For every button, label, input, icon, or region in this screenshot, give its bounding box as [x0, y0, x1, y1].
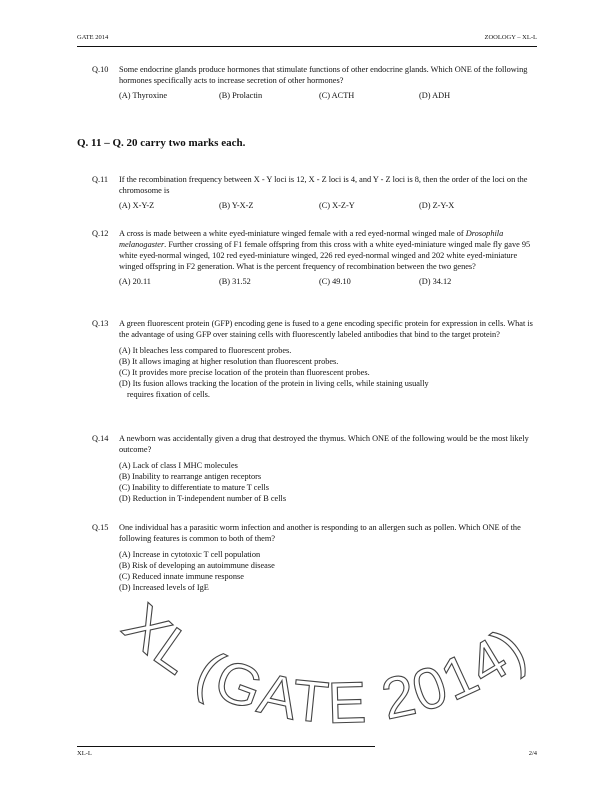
option-b: (B) Inability to rearrange antigen receptors [119, 472, 262, 481]
question-text-part: . Further crossing of F1 female offspring from this cross with a white eyed-miniature winged male fly gave 95 white eyed-normal winged, 102 red eyed-miniature winged, 226 red eyed-normal winged and 202 white eyed-miniature winged offspring in F2 generation. What is the percent frequency of recombination between the two genes? [119, 240, 531, 271]
option-c: (C) 49.10 [319, 277, 351, 286]
question-15 [92, 522, 537, 593]
option-b: (B) Y-X-Z [219, 201, 254, 210]
species-name: Drosophila melanogaster [119, 229, 504, 249]
options-row [119, 200, 537, 211]
option-d: (D) ADH [419, 91, 451, 100]
options-row [119, 90, 537, 101]
question-text: If the recombination frequency between X - Y loci is 12, X - Z loci is 4, and Y - Z loci is 8, then the order of the loci on the chromosome is [119, 175, 528, 195]
option-b: (B) It allows imaging at higher resolution than fluorescent probes. [119, 357, 339, 366]
option-c: (C) X-Z-Y [319, 201, 355, 210]
option-c: (C) Reduced innate immune response [119, 572, 244, 581]
options-list [119, 460, 537, 504]
option-b: (B) 31.52 [219, 277, 251, 286]
question-text: A newborn was accidentally given a drug that destroyed the thymus. Which ONE of the following would be the most likely outcome? [119, 434, 529, 454]
option-d: (D) Its fusion allows tracking the location of the protein in living cells, while staining usually [119, 379, 429, 388]
option-a: (A) 20.11 [119, 277, 151, 286]
section-title: Q. 11 – Q. 20 carry two marks each. [77, 137, 246, 149]
question-number: Q.10 [92, 65, 109, 74]
option-c: (C) Inability to differentiate to mature T cells [119, 483, 269, 492]
option-a: (A) It bleaches less compared to fluorescent probes. [119, 346, 292, 355]
footer-rule [77, 746, 375, 747]
question-number: Q.11 [92, 175, 109, 184]
question-text: One individual has a parasitic worm infection and another is responding to an allergen such as pollen. Which ONE of the following features is common to both of them? [119, 523, 521, 543]
question-number: Q.14 [92, 434, 109, 443]
option-c: (C) It provides more precise location of the protein than fluorescent probes. [119, 368, 370, 377]
question-10 [92, 64, 537, 101]
option-a: (A) Lack of class I MHC molecules [119, 461, 238, 470]
question-12 [92, 228, 537, 287]
option-d: (D) 34.12 [419, 277, 452, 286]
page-number: 2/4 [528, 750, 537, 757]
question-text: A green fluorescent protein (GFP) encoding gene is fused to a gene encoding specific protein for expression in cells. What is the advantage of using GFP over staining cells with fluorescently labeled antibodies that bind to the target protein? [119, 319, 533, 339]
svg-text:XL (GATE 2014) [111, 592, 539, 736]
option-a: (A) Thyroxine [119, 91, 168, 100]
question-text-part: A cross is made between a white eyed-miniature winged female with a red eyed-normal winged male of [119, 229, 466, 238]
question-number: Q.15 [92, 523, 109, 532]
question-text [119, 228, 537, 272]
option-d: (D) Reduction in T-independent number of B cells [119, 494, 287, 503]
option-b: (B) Risk of developing an autoimmune disease [119, 561, 275, 570]
watermark-text: XL (GATE 2014) [110, 591, 539, 737]
option-b: (B) Prolactin [219, 91, 263, 100]
option-d: (D) Z-Y-X [419, 201, 455, 210]
question-number: Q.13 [92, 319, 109, 328]
options-list [119, 345, 537, 400]
header-exam: GATE 2014 [77, 34, 109, 41]
question-13 [92, 318, 537, 400]
question-14 [92, 433, 537, 504]
option-a: (A) Increase in cytotoxic T cell population [119, 550, 261, 559]
question-number: Q.12 [92, 229, 109, 238]
option-a: (A) X-Y-Z [119, 201, 155, 210]
footer-paper-code: XL-L [77, 750, 92, 757]
options-list [119, 549, 537, 593]
option-d-continued: requires fixation of cells. [127, 390, 210, 399]
question-text: Some endocrine glands produce hormones that stimulate functions of other endocrine glands. Which ONE of the following hormones specifically acts to increase secretion of other hormones? [119, 65, 528, 85]
question-11 [92, 174, 537, 211]
header-paper: ZOOLOGY – XL-L [484, 34, 537, 41]
option-c: (C) ACTH [319, 91, 355, 100]
options-row [119, 276, 537, 287]
page-header [77, 34, 537, 47]
option-d: (D) Increased levels of IgE [119, 583, 209, 592]
